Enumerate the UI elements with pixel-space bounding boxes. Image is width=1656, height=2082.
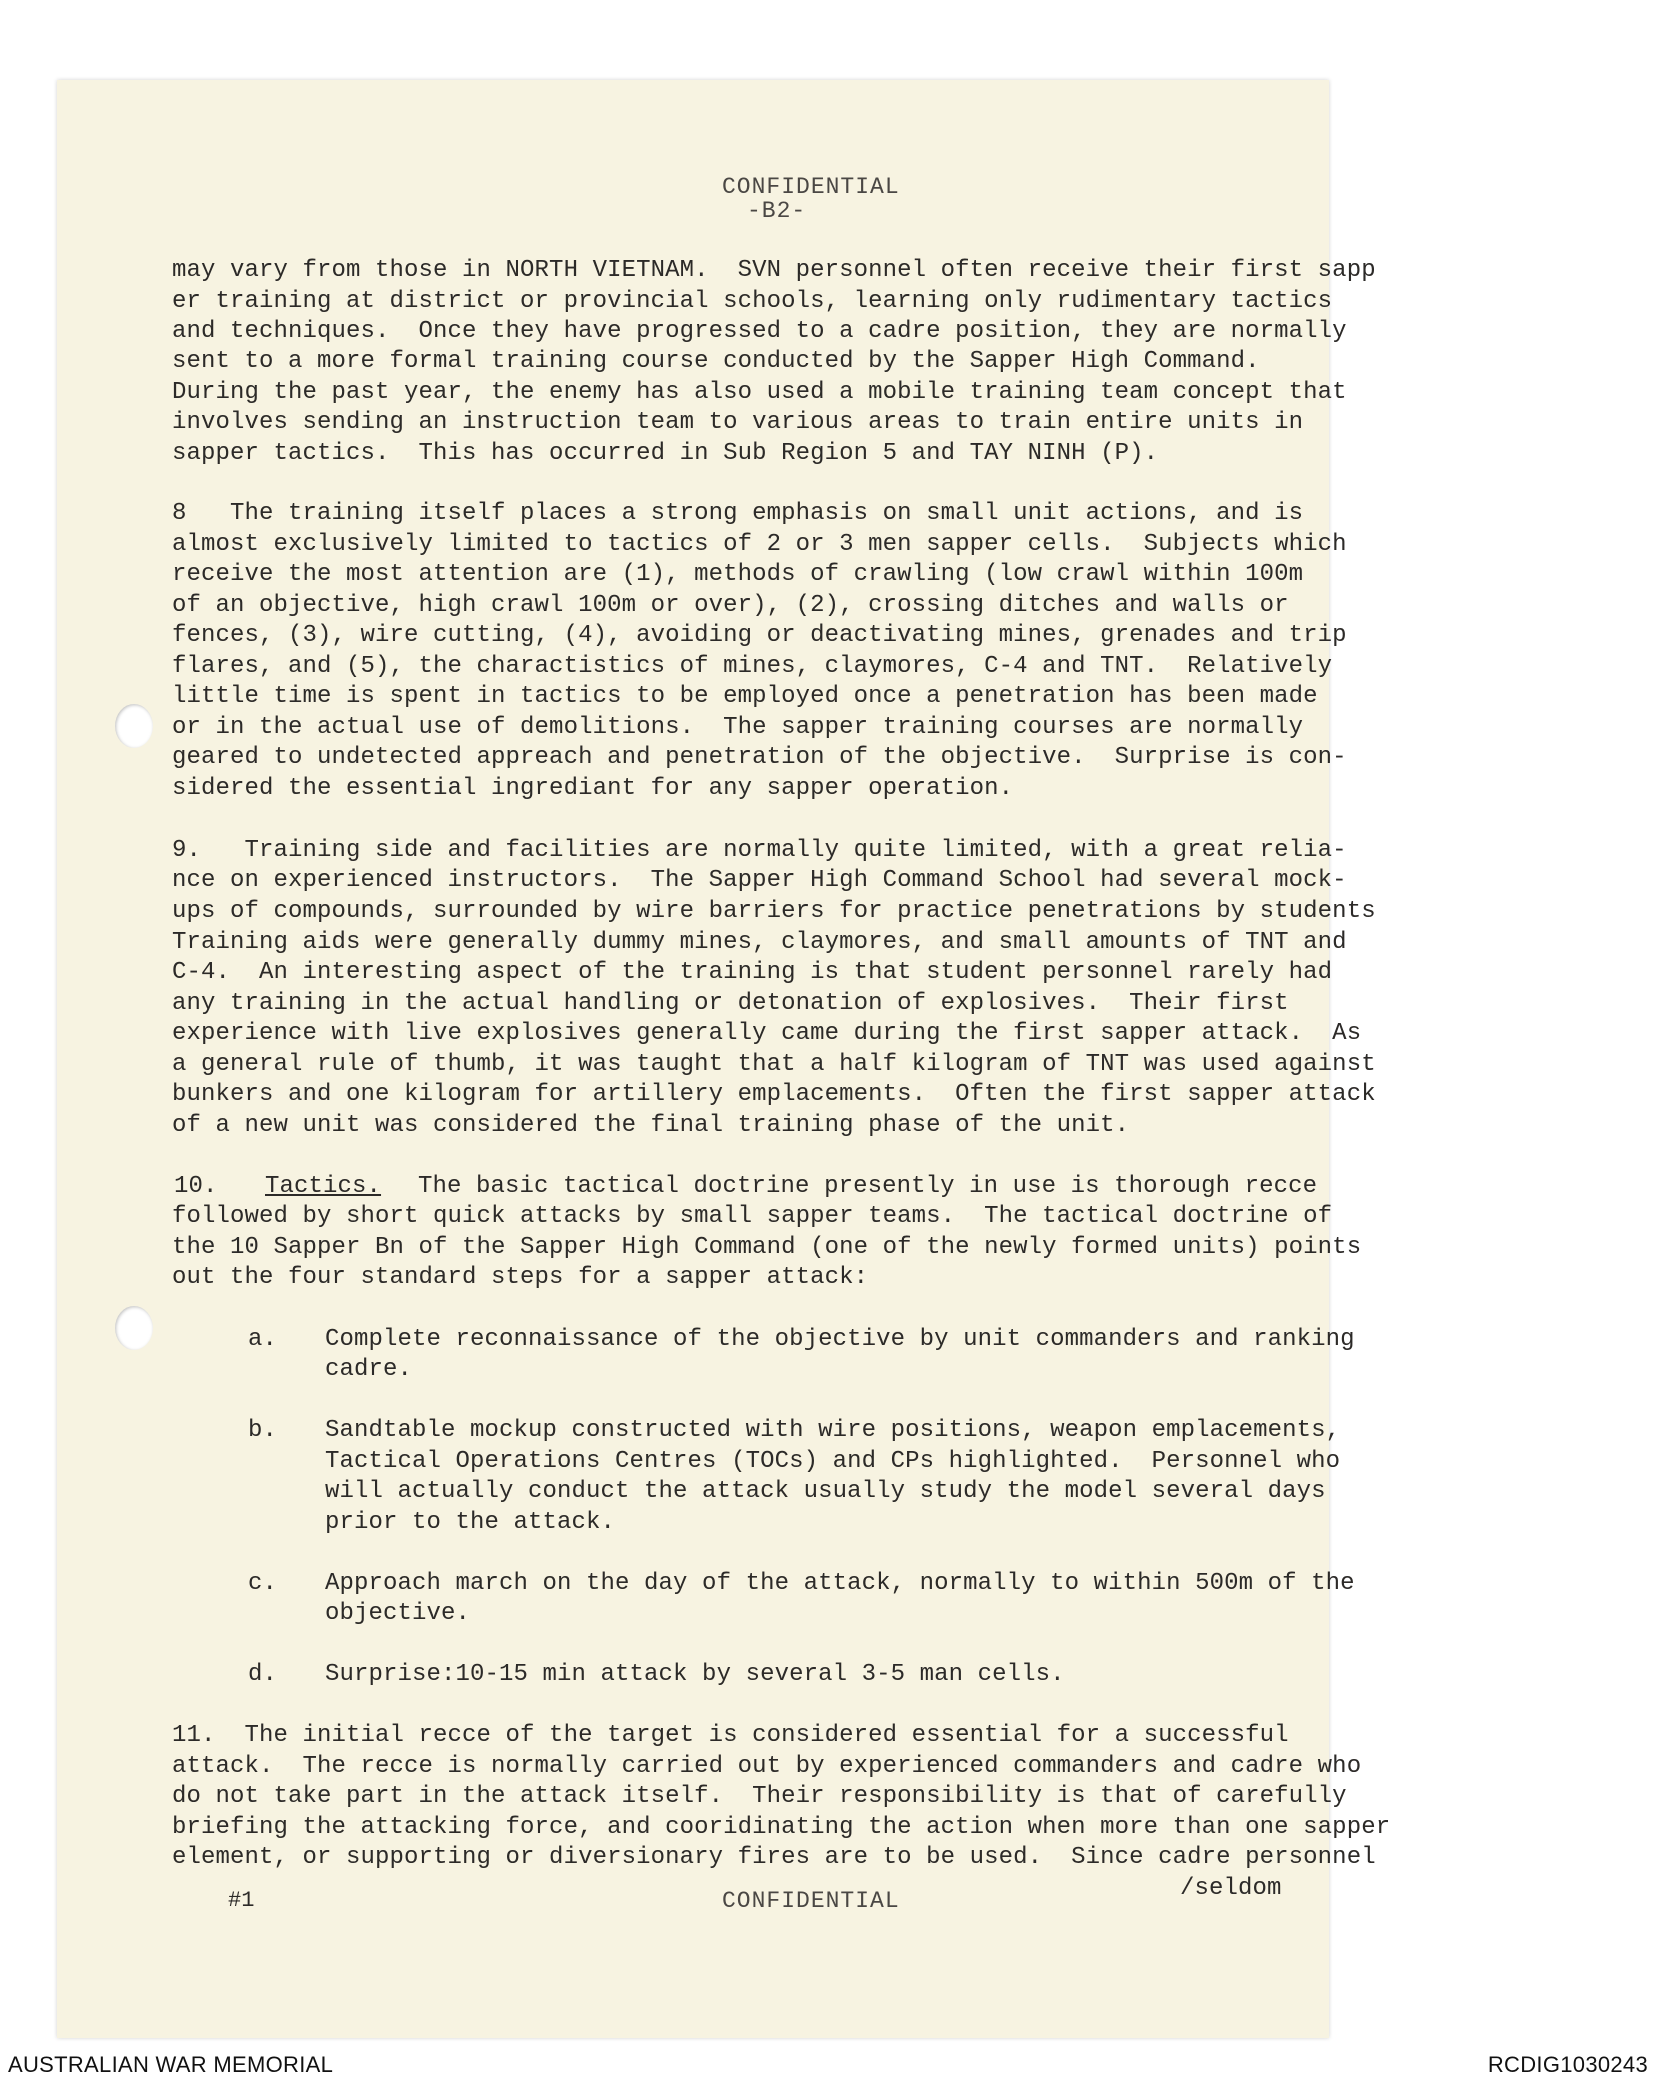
- list-item-letter: c.: [248, 1570, 278, 1597]
- body-line: C-4. An interesting aspect of the training is that student personnel rarely had: [172, 959, 1333, 986]
- body-line: nce on experienced instructors. The Sapper High Command School had several mock-: [172, 867, 1347, 894]
- body-line: little time is spent in tactics to be employed once a penetration has been made: [172, 683, 1318, 710]
- body-line: a general rule of thumb, it was taught that a half kilogram of TNT was used against: [172, 1051, 1376, 1078]
- list-item-line: objective.: [325, 1600, 471, 1627]
- list-item-line: Sandtable mockup constructed with wire positions, weapon emplacements,: [325, 1417, 1341, 1444]
- list-item-line: cadre.: [325, 1356, 413, 1383]
- body-line: do not take part in the attack itself. Their responsibility is that of carefully: [172, 1783, 1347, 1810]
- body-line: 8 The training itself places a strong emphasis on small unit actions, and is: [172, 500, 1304, 527]
- archive-reference: RCDIG1030243: [1487, 2052, 1648, 2077]
- body-line: any training in the actual handling or detonation of explosives. Their first: [172, 990, 1289, 1017]
- header-classification: CONFIDENTIAL: [722, 174, 900, 200]
- list-item-line: Surprise:10-15 min attack by several 3-5 man cells.: [325, 1661, 1065, 1688]
- body-line: followed by short quick attacks by small sapper teams. The tactical doctrine of: [172, 1203, 1333, 1230]
- body-line: er training at district or provincial schools, learning only rudimentary tactics: [172, 288, 1333, 315]
- body-line: sidered the essential ingrediant for any sapper operation.: [172, 775, 1014, 802]
- body-line: the 10 Sapper Bn of the Sapper High Command (one of the newly formed units) points: [172, 1234, 1362, 1261]
- body-line: 11. The initial recce of the target is considered essential for a successful: [172, 1722, 1289, 1749]
- punch-hole-lower: [115, 1306, 153, 1350]
- body-line: element, or supporting or diversionary fires are to be used. Since cadre personnel: [172, 1844, 1376, 1871]
- body-line: Training aids were generally dummy mines, claymores, and small amounts of TNT and: [172, 929, 1347, 956]
- body-line: sent to a more formal training course conducted by the Sapper High Command.: [172, 348, 1260, 375]
- body-line: The basic tactical doctrine presently in use is thorough recce: [418, 1173, 1318, 1200]
- body-line: flares, and (5), the charactistics of mines, claymores, C-4 and TNT. Relatively: [172, 653, 1333, 680]
- body-line: involves sending an instruction team to various areas to train entire units in: [172, 409, 1304, 436]
- list-item-line: Approach march on the day of the attack, normally to within 500m of the: [325, 1570, 1355, 1597]
- body-line: receive the most attention are (1), methods of crawling (low crawl within 100m: [172, 561, 1304, 588]
- list-item-letter: a.: [248, 1326, 278, 1353]
- body-line: 9. Training side and facilities are normally quite limited, with a great relia-: [172, 837, 1347, 864]
- section-heading-tactics: Tactics.: [265, 1173, 382, 1200]
- body-line: ups of compounds, surrounded by wire barriers for practice penetrations by students: [172, 898, 1376, 925]
- body-line: attack. The recce is normally carried out by experienced commanders and cadre who: [172, 1753, 1362, 1780]
- punch-hole-upper: [115, 704, 153, 748]
- list-item-letter: b.: [248, 1417, 278, 1444]
- continuation-word: /seldom: [1180, 1875, 1282, 1902]
- list-item-line: Complete reconnaissance of the objective by unit commanders and ranking: [325, 1326, 1355, 1353]
- body-line: briefing the attacking force, and cooridinating the action when more than one sapper: [172, 1814, 1391, 1841]
- body-line: of an objective, high crawl 100m or over), (2), crossing ditches and walls or: [172, 592, 1289, 619]
- footer-classification: CONFIDENTIAL: [722, 1888, 900, 1914]
- list-item-letter: d.: [248, 1661, 278, 1688]
- body-line: and techniques. Once they have progressed to a cadre position, they are normally: [172, 318, 1347, 345]
- body-line: of a new unit was considered the final training phase of the unit.: [172, 1112, 1130, 1139]
- header-page-number: -B2-: [747, 198, 807, 224]
- body-line: out the four standard steps for a sapper attack:: [172, 1264, 869, 1291]
- list-item-line: prior to the attack.: [325, 1509, 616, 1536]
- body-line: During the past year, the enemy has also used a mobile training team concept that: [172, 379, 1347, 406]
- body-line: geared to undetected appreach and penetration of the objective. Surprise is con-: [172, 744, 1347, 771]
- body-line: almost exclusively limited to tactics of 2 or 3 men sapper cells. Subjects which: [172, 531, 1347, 558]
- list-item-line: will actually conduct the attack usually study the model several days: [325, 1478, 1326, 1505]
- body-line: sapper tactics. This has occurred in Sub Region 5 and TAY NINH (P).: [172, 440, 1159, 467]
- body-line: may vary from those in NORTH VIETNAM. SVN personnel often receive their first sapp: [172, 257, 1376, 284]
- list-item-line: Tactical Operations Centres (TOCs) and CPs highlighted. Personnel who: [325, 1448, 1341, 1475]
- body-line: or in the actual use of demolitions. The sapper training courses are normally: [172, 714, 1304, 741]
- archive-institution: AUSTRALIAN WAR MEMORIAL: [8, 2052, 334, 2077]
- paragraph-number: 10.: [174, 1173, 218, 1200]
- copy-number: #1: [228, 1888, 255, 1913]
- body-line: bunkers and one kilogram for artillery emplacements. Often the first sapper attack: [172, 1081, 1376, 1108]
- body-line: fences, (3), wire cutting, (4), avoiding or deactivating mines, grenades and trip: [172, 622, 1347, 649]
- body-line: experience with live explosives generally came during the first sapper attack. As: [172, 1020, 1362, 1047]
